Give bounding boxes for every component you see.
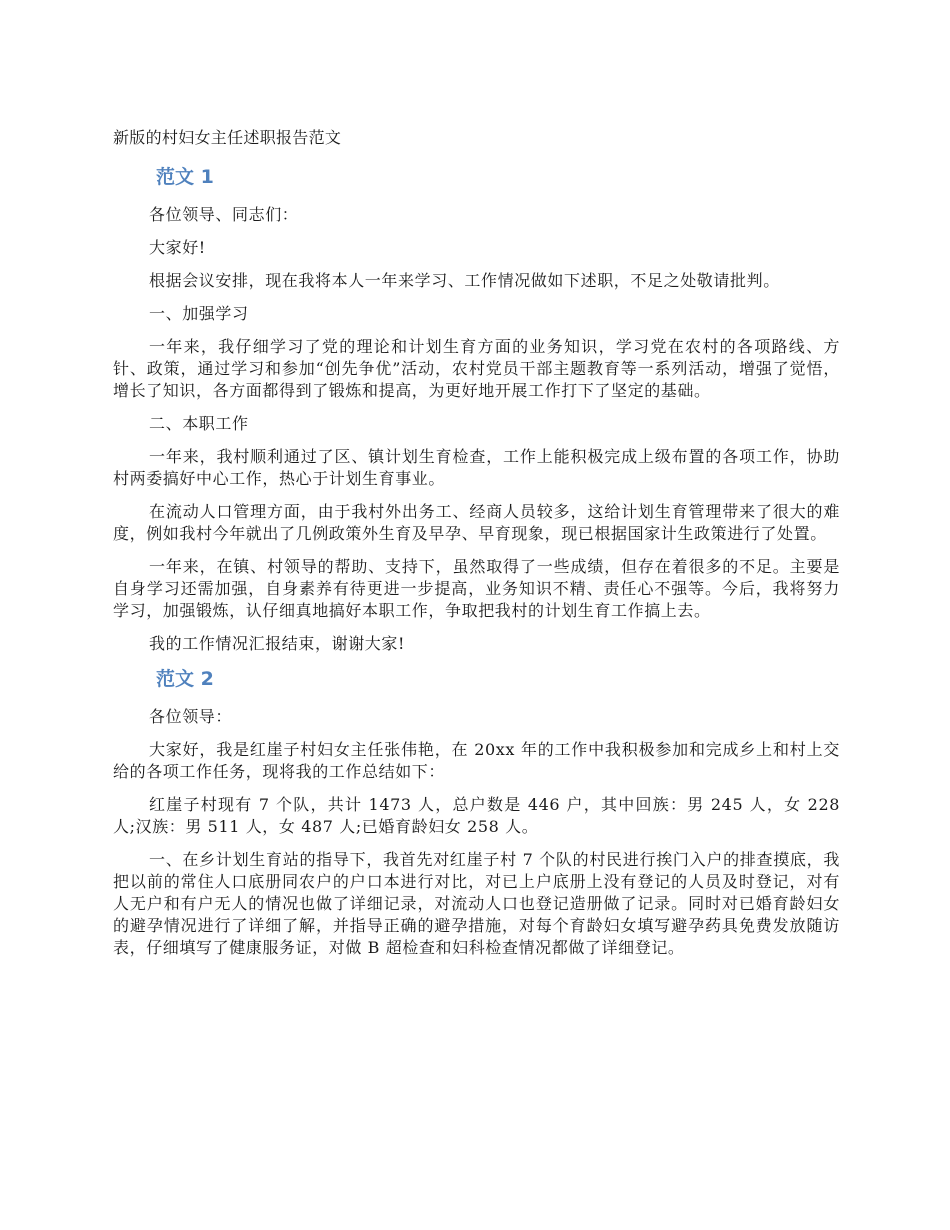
paragraph: 在流动人口管理方面，由于我村外出务工、经商人员较多，这给计划生育管理带来了很大的难度，例如我村今年就出了几例政策外生育及早孕、早育现象，现已根据国家计生政策进行了处置。 bbox=[113, 502, 840, 543]
paragraph: 根据会议安排，现在我将本人一年来学习、工作情况做如下述职，不足之处敬请批判。 bbox=[149, 271, 780, 290]
section-1 bbox=[113, 164, 840, 655]
section-heading: 范文 2 bbox=[156, 668, 214, 690]
paragraph: 二、本职工作 bbox=[149, 414, 249, 433]
paragraph: 一年来，在镇、村领导的帮助、支持下，虽然取得了一些成绩，但存在着很多的不足。主要是自身学习还需加强，自身素养有待更进一步提高，业务知识不精、责任心不强等。今后，我将努力学习，加强锻炼，认仔细真地搞好本职工作，争取把我村的计划生育工作搞上去。 bbox=[113, 557, 840, 620]
paragraph: 一、在乡计划生育站的指导下，我首先对红崖子村 7 个队的村民进行挨门入户的排查摸底，我把以前的常住人口底册同农户的户口本进行对比，对已上户底册上没有登记的人员及时登记，对有人无户和有户无人的情况也做了详细记录，对流动人口也登记造册做了记录。同时对已婚育龄妇女的避孕情况进行了详细了解，并指导正确的避孕措施，对每个育龄妇女填写避孕药具免费发放随访表，仔细填写了健康服务证，对做 B 超检查和妇科检查情况都做了详细登记。 bbox=[113, 850, 840, 957]
paragraph: 红崖子村现有 7 个队，共计 1473 人，总户数是 446 户，其中回族：男 245 人，女 228 人;汉族：男 511 人，女 487 人;已婚育龄妇女 258 人。 bbox=[113, 795, 840, 836]
section-2 bbox=[113, 666, 840, 959]
paragraph: 一年来，我仔细学习了党的理论和计划生育方面的业务知识，学习党在农村的各项路线、方针、政策，通过学习和参加“创先争优”活动，农村党员干部主题教育等一系列活动，增强了觉悟，增长了知识，各方面都得到了锻炼和提高，为更好地开展工作打下了坚定的基础。 bbox=[113, 337, 840, 400]
document-title: 新版的村妇女主任述职报告范文 bbox=[113, 128, 342, 147]
paragraph: 各位领导、同志们： bbox=[149, 205, 299, 224]
document-page bbox=[113, 126, 840, 970]
paragraph: 各位领导： bbox=[149, 707, 233, 726]
paragraph: 一、加强学习 bbox=[149, 304, 249, 323]
paragraph: 大家好，我是红崖子村妇女主任张伟艳，在 20xx 年的工作中我积极参加和完成乡上和村上交给的各项工作任务，现将我的工作总结如下： bbox=[113, 740, 840, 781]
paragraph: 我的工作情况汇报结束，谢谢大家! bbox=[149, 634, 406, 653]
paragraph: 一年来，我村顺利通过了区、镇计划生育检查，工作上能积极完成上级布置的各项工作，协助村两委搞好中心工作，热心于计划生育事业。 bbox=[113, 447, 840, 488]
section-heading: 范文 1 bbox=[156, 166, 214, 188]
paragraph: 大家好! bbox=[149, 238, 206, 257]
